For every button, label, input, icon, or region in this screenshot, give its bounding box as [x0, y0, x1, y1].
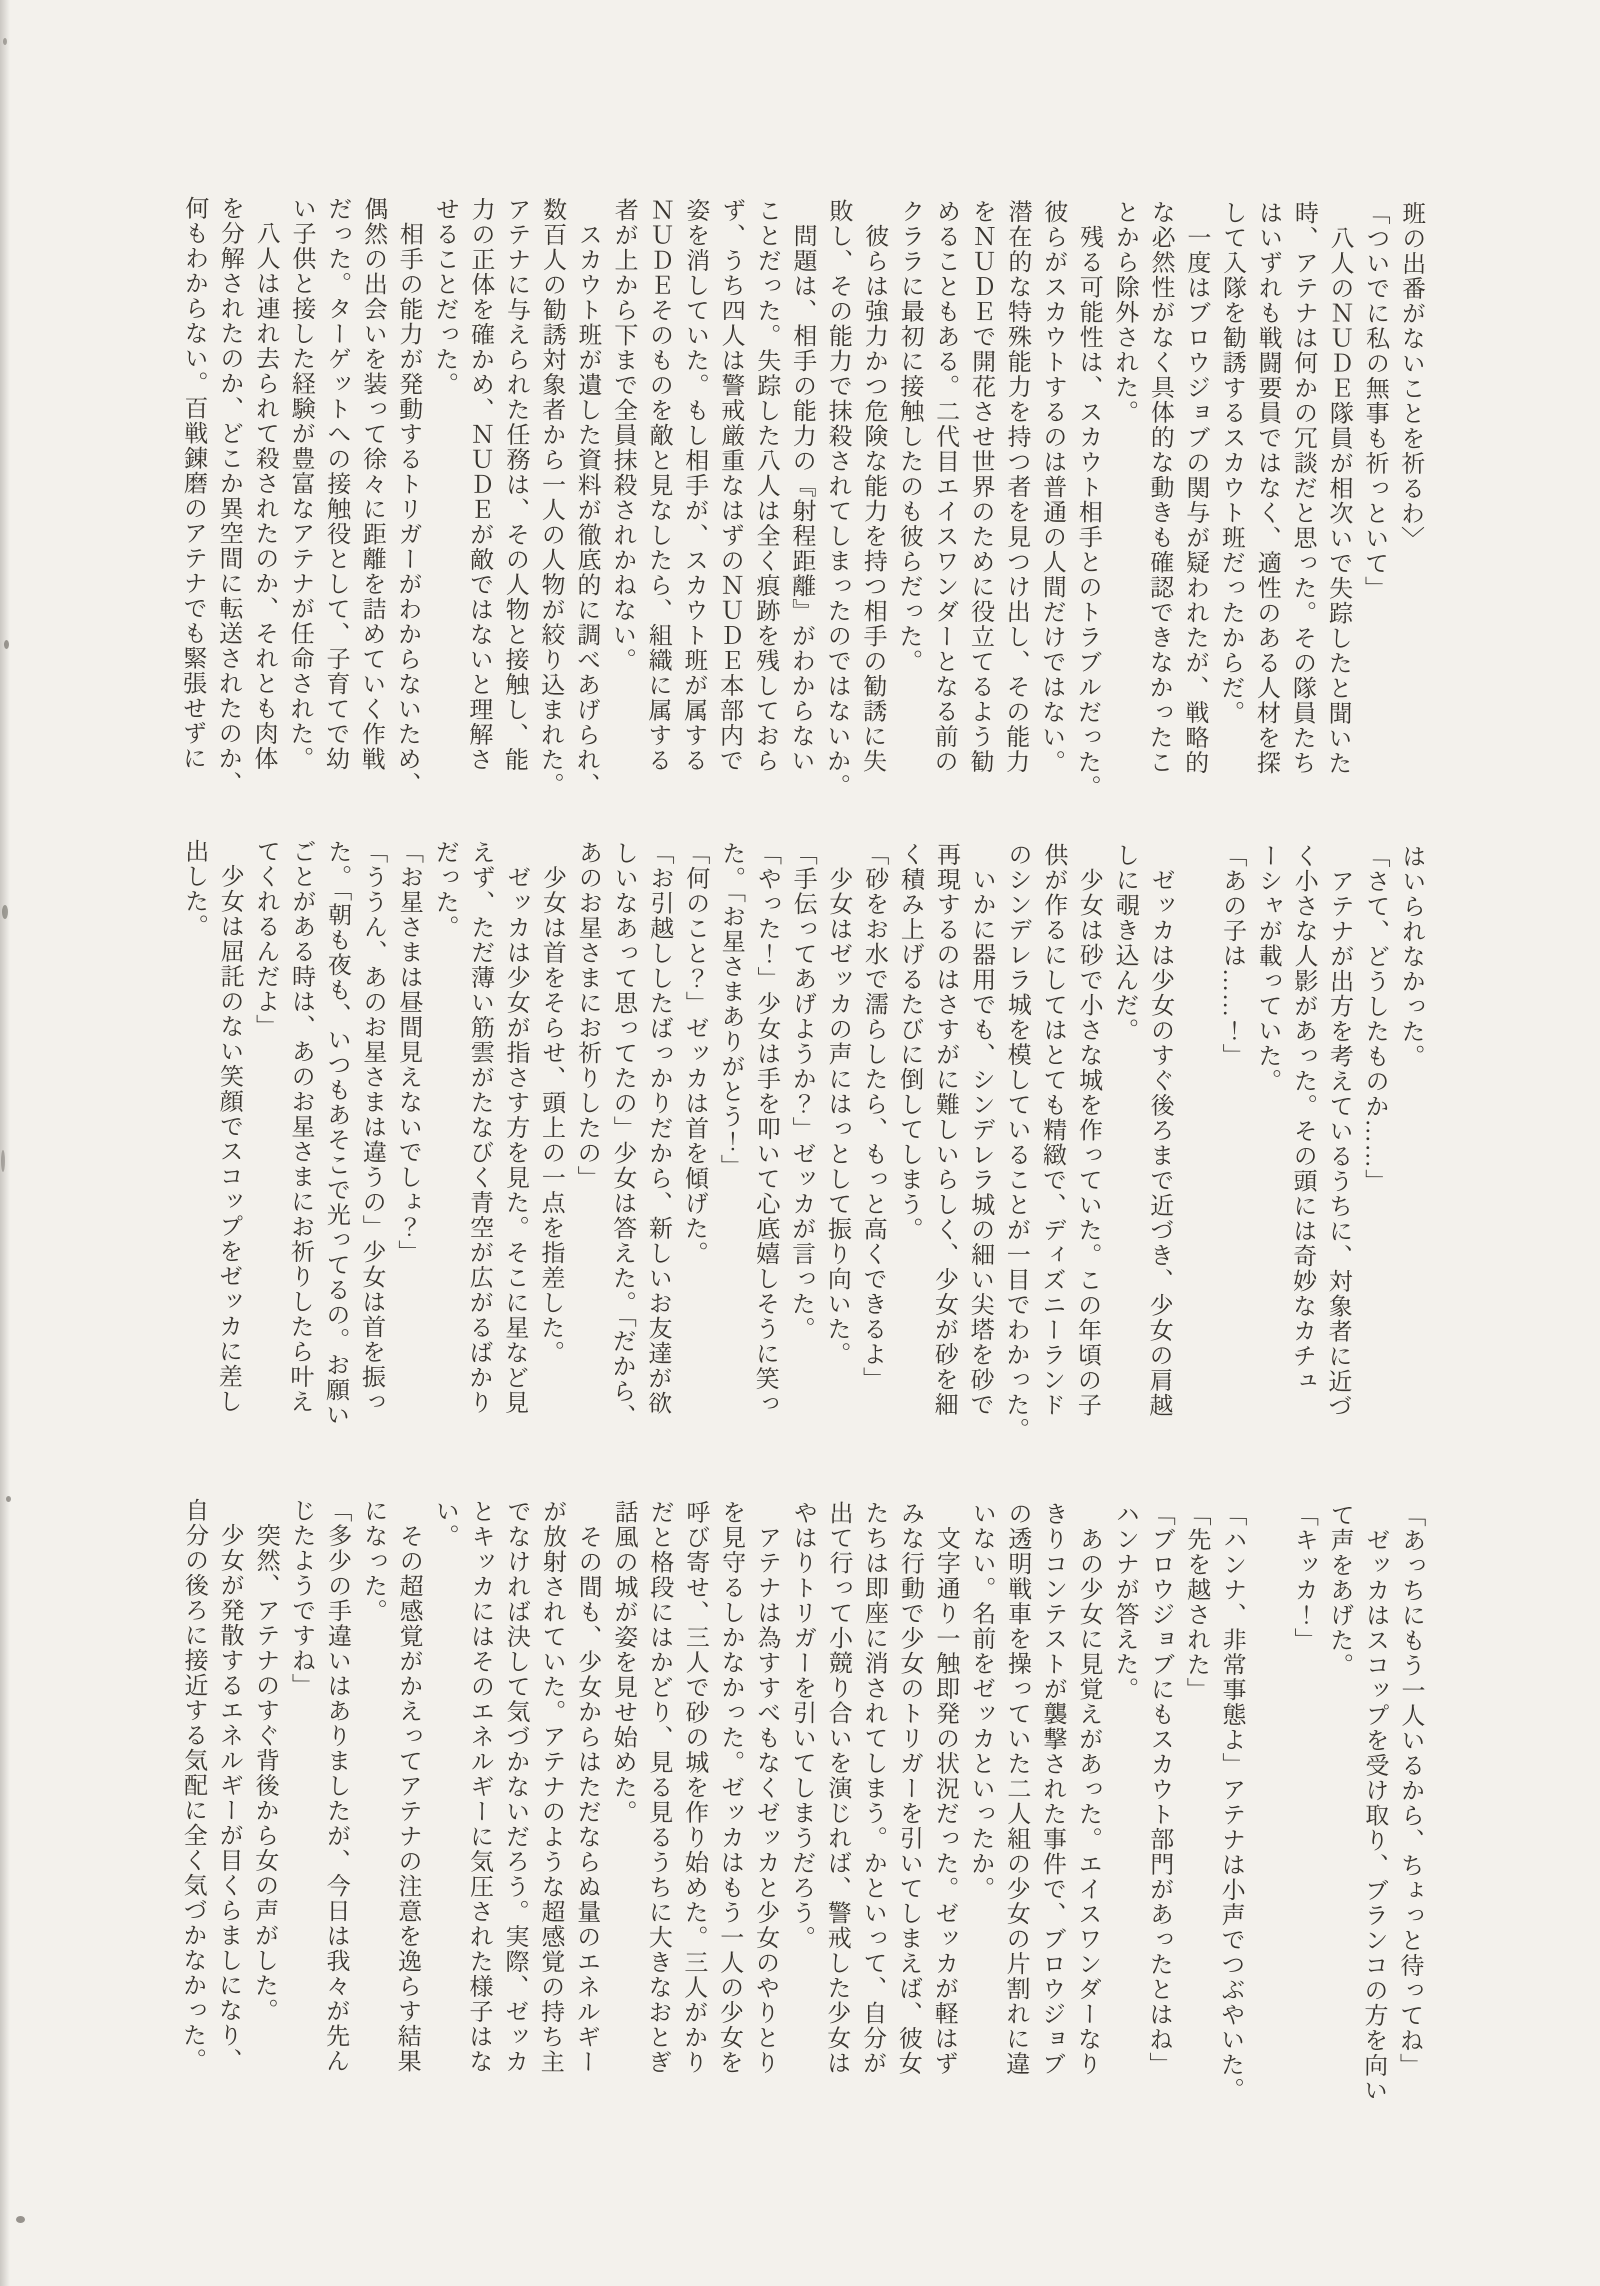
- text-line: く小さな人影があった。その頭には奇妙なカチュ: [1288, 843, 1317, 1394]
- text-line: だと格段にはかどり、見る見るうちに大きなおとぎ: [643, 1499, 673, 2075]
- text-line: ごとがある時は、あのお星さまにお祈りしたら叶え: [285, 839, 315, 1415]
- text-line: 文字通り一触即発の状況だった。ゼッカが軽はず: [930, 1500, 959, 2076]
- text-line: 少女が発散するエネルギーが目くらましになり、: [214, 1497, 243, 2073]
- scan-edge-shadow: [0, 0, 10, 2286]
- text-line: ことだった。失踪した八人は全く痕跡を残しておら: [751, 198, 780, 774]
- text-line: アテナに与えられた任務は、その人物と接触し、能: [500, 196, 530, 773]
- text-line: ゼッカはスコップを受け取り、ブランコの方を向い: [1359, 1502, 1389, 2103]
- text-line: 少女はゼッカの声にはっとして振り向いた。: [822, 841, 852, 1367]
- text-line: 少女は砂で小さな城を作っていた。この年頃の子: [1073, 842, 1102, 1418]
- text-line: あのお星さまにお祈りしたの」: [573, 840, 601, 1191]
- text-line: 残る可能性は、スカウト相手とのトラブルだった。: [1073, 199, 1102, 800]
- text-band-middle: [172, 839, 1428, 1456]
- text-line: 「何のこと？」ゼッカは首を傾げた。: [680, 840, 709, 1266]
- scan-speck: [6, 1496, 11, 1502]
- text-line: 「ブロウジョブにもスカウト部門があったとはね」: [1144, 1501, 1174, 2077]
- text-line: でなければ決して気づかないだろう。実際、ゼッカ: [500, 1498, 530, 2075]
- text-line: みな行動で少女のトリガーを引いてしまえば、彼女: [894, 1500, 923, 2076]
- text-line: 再現するのはさすがに難しいらしく、少女が砂を細: [930, 841, 959, 1417]
- text-line: アテナが出方を考えているうちに、対象者に近づ: [1323, 843, 1353, 1419]
- text-line: な必然性がなく具体的な動きも確認できなかったこ: [1144, 199, 1174, 775]
- scene-break-blank-column: [1175, 843, 1213, 1455]
- text-line: 少女は屈託のない笑顔でスコップをゼッカに差し: [214, 838, 243, 1414]
- text-line: て声をあげた。: [1325, 1502, 1353, 1678]
- text-line: 時、アテナは何かの冗談だと思った。その隊員たち: [1288, 200, 1317, 776]
- text-line: 突然、アテナのすぐ背後から女の声がした。: [250, 1497, 279, 2023]
- text-line: を見守るしかなかった。ゼッカはもう一人の少女を: [715, 1499, 744, 2076]
- text-line: 「ついでに私の無事も祈っといて」: [1360, 200, 1389, 601]
- text-line: く積み上げるたびに倒してしまう。: [895, 841, 923, 1242]
- text-line: い。: [431, 1498, 458, 1549]
- text-line: 「砂をお水で濡らしたら、もっと高くできるよ」: [858, 841, 888, 1392]
- text-line: 彼らは強力かつ危険な能力を持つ相手の勧誘に失: [858, 198, 888, 774]
- text-line: 彼らがスカウトするのは普通の人間だけではない。: [1037, 199, 1067, 775]
- text-line: の透明戦車を操っていた二人組の少女の片割れに違: [1001, 1501, 1031, 2077]
- text-line: だった。ターゲットへの接触役として、子育てで幼: [321, 196, 351, 772]
- text-line: 「お引越ししたばっかりだから、新しいお友達が欲: [643, 840, 673, 1416]
- text-line: せることだった。: [430, 196, 458, 397]
- text-line: とから除外された。: [1110, 199, 1138, 425]
- text-line: あの少女に見覚えがあった。エイスワンダーなり: [1073, 1501, 1102, 2077]
- text-line: その間も、少女からはただならぬ量のエネルギー: [572, 1499, 601, 2075]
- scan-speck: [1, 1150, 5, 1172]
- text-line: ず、うち四人は警戒厳重なはずのＮＵＤＥ本部内で: [715, 197, 744, 774]
- text-line: その超感覚がかえってアテナの注意を逸らす結果: [393, 1498, 422, 2074]
- text-line: 潜在的な特殊能力を持つ者を見つけ出し、その能力: [1001, 199, 1031, 775]
- scan-speck: [4, 640, 9, 649]
- text-line: 「ハンナ、非常事態よ」アテナは小声でつぶやいた。: [1216, 1502, 1246, 2103]
- text-line: 力の正体を確かめ、ＮＵＤＥが敵ではないと理解さ: [464, 196, 494, 772]
- text-line: 数百人の勧誘対象者から一人の人物が絞り込まれた。: [536, 197, 565, 798]
- text-line: はいずれも戦闘要員ではなく、適性のある人材を探: [1252, 200, 1281, 776]
- text-line: 「ううん、あのお星さまは違うの」少女は首を振っ: [357, 839, 386, 1415]
- text-line: のシンデレラ城を模していることが一目でわかった。: [1001, 842, 1031, 1443]
- text-line: 「手伝ってあげようか？」ゼッカが言った。: [787, 841, 816, 1342]
- text-line: が放射されていた。アテナのような超感覚の持ち主: [536, 1499, 565, 2075]
- scan-speck: [3, 38, 7, 45]
- text-line: いかに器用でも、シンデレラ城の細い尖塔を砂で: [965, 841, 995, 1418]
- text-line: た。「お星さまありがとう！」: [716, 840, 744, 1180]
- text-line: い子供と接した経験が豊富なアテナが任命された。: [285, 196, 315, 772]
- text-line: スカウト班が遺した資料が徹底的に調べあげられ、: [572, 197, 601, 798]
- text-line: じたようですね」: [287, 1498, 315, 1699]
- text-line: 偶然の出会いを装って徐々に距離を詰めていく作戦: [357, 196, 386, 772]
- text-line: 「あの子は……！」: [1218, 843, 1246, 1069]
- text-line: 「やった！」少女は手を叩いて心底嬉しそうに笑っ: [751, 841, 780, 1417]
- text-line: 八人のＮＵＤＥ隊員が相次いで失踪したと聞いた: [1323, 200, 1353, 776]
- text-line: 何もわからない。百戦錬磨のアテナでも緊張せずに: [178, 195, 207, 771]
- text-line: やはりトリガーを引いてしまうだろう。: [787, 1500, 816, 1951]
- text-line: ＮＵＤＥそのものを敵と見なしたら、組織に属する: [643, 197, 673, 773]
- text-line: 「お星さまは昼間見えないでしょ？」: [393, 839, 422, 1265]
- text-line: 少女は首をそらせ、頭上の一点を指差した。: [536, 840, 565, 1366]
- scan-speck: [16, 2216, 25, 2223]
- text-line: きりコンテストが襲撃された事件で、ブロウジョブ: [1037, 1501, 1067, 2077]
- text-line: 呼び寄せ、三人で砂の城を作り始めた。三人がかり: [679, 1499, 709, 2075]
- text-band-bottom: [172, 1498, 1428, 2115]
- text-line: ゼッカは少女のすぐ後ろまで近づき、少女の肩越: [1144, 842, 1174, 1418]
- text-line: 「さて、どうしたものか……」: [1360, 843, 1389, 1194]
- text-line: 出て行って小競り合いを演じれば、警戒した少女は: [822, 1500, 852, 2076]
- text-line: 供が作るにしてはとても精緻で、ディズニーランド: [1037, 842, 1067, 1418]
- text-line: 「キッカ！」: [1289, 1502, 1317, 1653]
- text-line: 自分の後ろに接近する気配に全く気づかなかった。: [178, 1497, 207, 2073]
- text-line: しに覗き込んだ。: [1110, 842, 1138, 1043]
- text-line: 相手の能力が発動するトリガーがわからないため、: [393, 196, 422, 797]
- text-line: を分解されたのか、どこか異空間に転送されたのか、: [214, 195, 243, 796]
- text-line: 敗し、その能力で抹殺されてしまったのではないか。: [822, 198, 852, 799]
- text-line: になった。: [359, 1498, 386, 1624]
- text-line: 一度はブロウジョブの関与が疑われたが、戦略的: [1180, 199, 1210, 776]
- text-line: ゼッカは少女が指さす方を見た。そこに星など見: [500, 839, 530, 1416]
- text-line: たちは即座に消されてしまう。かといって、自分が: [858, 1500, 888, 2076]
- text-line: クララに最初に接触したのも彼らだった。: [894, 198, 923, 674]
- text-line: 八人は連れ去られて殺されたのか、それとも肉体: [250, 195, 279, 771]
- text-line: 話風の城が姿を見せ始めた。: [609, 1499, 637, 1825]
- text-line: いない。名前をゼッカといったか。: [966, 1500, 995, 1902]
- text-line: はいられなかった。: [1397, 843, 1424, 1069]
- text-line: をＮＵＤＥで開花させ世界のために役立てるよう勧: [965, 198, 995, 775]
- text-line: ーシャが載っていた。: [1253, 843, 1281, 1094]
- text-line: とキッカにはそのエネルギーに気圧された様子はな: [464, 1498, 494, 2074]
- text-line: 者が上から下まで全員抹殺されかねない。: [608, 197, 637, 673]
- text-line: しいなあって思ってたの」少女は答えた。「だから、: [607, 840, 637, 1429]
- text-line: 問題は、相手の能力の『射程距離』がわからない: [786, 198, 816, 774]
- text-line: ハンナが答えた。: [1110, 1501, 1138, 1702]
- text-line: だった。: [431, 839, 458, 940]
- text-band-top: [172, 196, 1428, 813]
- text-line: 「多少の手違いはありましたが、今日は我々が先ん: [321, 1498, 351, 2074]
- text-line: 「先を越された」: [1182, 1501, 1210, 1703]
- text-line: 姿を消していた。もし相手が、スカウト班が属する: [679, 197, 709, 773]
- text-line: アテナは為すすべもなくゼッカと少女のやりとり: [751, 1500, 780, 2076]
- text-line: 出した。: [180, 838, 207, 939]
- scan-speck: [2, 905, 8, 919]
- text-line: てくれるんだよ」: [251, 838, 279, 1039]
- scene-break-blank-column: [1246, 1502, 1284, 2114]
- text-line: えず、ただ薄い筋雲がたなびく青空が広がるばかり: [464, 839, 494, 1415]
- text-line: めることもある。二代目エイスワンダーとなる前の: [930, 198, 959, 774]
- text-line: 「あっちにもう一人いるから、ちょっと待ってね」: [1395, 1502, 1424, 2078]
- text-line: して入隊を勧誘するスカウト班だったからだ。: [1216, 200, 1246, 726]
- text-line: 班の出番がないことを祈るわ〉: [1396, 200, 1424, 551]
- text-line: た。「朝も夜も、いつもあそこで光ってるの。お願い: [321, 839, 351, 1428]
